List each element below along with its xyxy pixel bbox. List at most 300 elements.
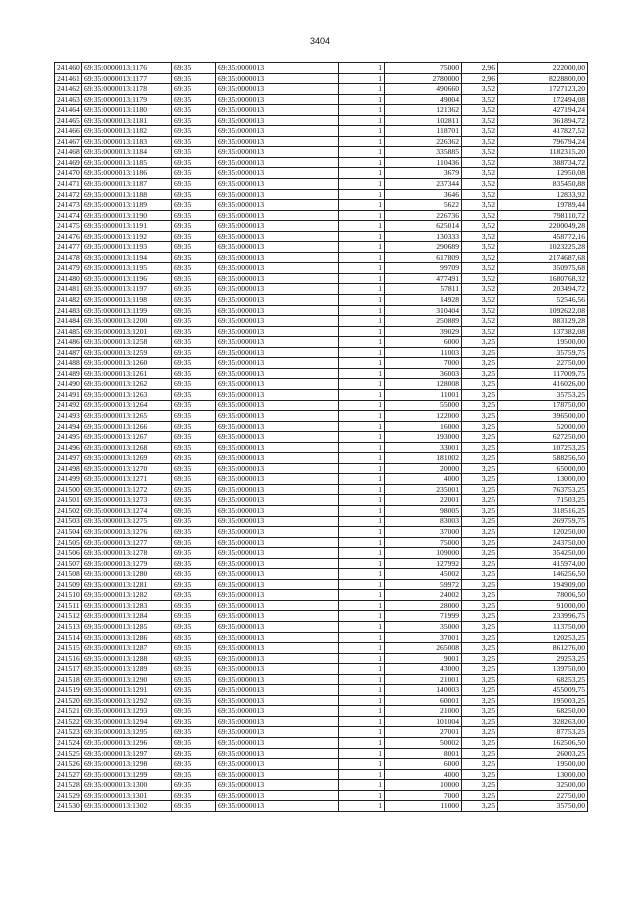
area-cell: 2780000 <box>385 73 462 84</box>
table-row <box>55 84 588 95</box>
cadastral-quarter-cell: 69:35:0000013 <box>216 442 339 453</box>
specific-value-cell: 3,52 <box>462 157 498 168</box>
table-row <box>55 73 588 84</box>
cadastral-number-cell: 69:35:0000013:1280 <box>82 569 172 580</box>
count-cell: 1 <box>339 284 385 295</box>
table-row <box>55 505 588 516</box>
specific-value-cell: 3,52 <box>462 316 498 327</box>
count-cell: 1 <box>339 295 385 306</box>
cadastral-quarter-cell: 69:35:0000013 <box>216 115 339 126</box>
count-cell: 1 <box>339 558 385 569</box>
cadastral-value-cell: 12950,08 <box>498 168 588 179</box>
table-row <box>55 126 588 137</box>
table-row <box>55 305 588 316</box>
cadastral-number-cell: 69:35:0000013:1267 <box>82 432 172 443</box>
area-cell: 109000 <box>385 548 462 559</box>
table-row <box>55 590 588 601</box>
specific-value-cell: 3,52 <box>462 168 498 179</box>
cadastral-value-cell: 318516,25 <box>498 505 588 516</box>
count-cell: 1 <box>339 474 385 485</box>
area-cell: 83003 <box>385 516 462 527</box>
count-cell: 1 <box>339 801 385 812</box>
cadastral-value-cell: 203494,72 <box>498 284 588 295</box>
district-code-cell: 69:35 <box>172 748 216 759</box>
cadastral-value-cell: 26003,25 <box>498 748 588 759</box>
cadastral-quarter-cell: 69:35:0000013 <box>216 105 339 116</box>
cadastral-value-cell: 117009,75 <box>498 368 588 379</box>
district-code-cell: 69:35 <box>172 611 216 622</box>
table-row <box>55 621 588 632</box>
record-number-cell: 241464 <box>55 105 82 116</box>
cadastral-value-cell: 107253,25 <box>498 442 588 453</box>
area-cell: 250889 <box>385 316 462 327</box>
specific-value-cell: 3,52 <box>462 295 498 306</box>
record-number-cell: 241516 <box>55 653 82 664</box>
record-number-cell: 241501 <box>55 495 82 506</box>
record-number-cell: 241503 <box>55 516 82 527</box>
cadastral-value-cell: 35753,25 <box>498 389 588 400</box>
cadastral-quarter-cell: 69:35:0000013 <box>216 695 339 706</box>
area-cell: 75000 <box>385 63 462 74</box>
cadastral-value-cell: 417827,52 <box>498 126 588 137</box>
specific-value-cell: 3,52 <box>462 126 498 137</box>
cadastral-quarter-cell: 69:35:0000013 <box>216 790 339 801</box>
district-code-cell: 69:35 <box>172 685 216 696</box>
count-cell: 1 <box>339 769 385 780</box>
table-row <box>55 94 588 105</box>
record-number-cell: 241484 <box>55 316 82 327</box>
cadastral-number-cell: 69:35:0000013:1297 <box>82 748 172 759</box>
table-row <box>55 558 588 569</box>
table-row <box>55 706 588 717</box>
count-cell: 1 <box>339 780 385 791</box>
cadastral-quarter-cell: 69:35:0000013 <box>216 453 339 464</box>
cadastral-number-cell: 69:35:0000013:1187 <box>82 179 172 190</box>
cadastral-number-cell: 69:35:0000013:1262 <box>82 379 172 390</box>
table-row <box>55 63 588 74</box>
district-code-cell: 69:35 <box>172 147 216 158</box>
count-cell: 1 <box>339 664 385 675</box>
count-cell: 1 <box>339 63 385 74</box>
cadastral-number-cell: 69:35:0000013:1290 <box>82 674 172 685</box>
district-code-cell: 69:35 <box>172 263 216 274</box>
cadastral-value-cell: 71503,25 <box>498 495 588 506</box>
cadastral-value-cell: 861276,00 <box>498 643 588 654</box>
record-number-cell: 241485 <box>55 326 82 337</box>
record-number-cell: 241482 <box>55 295 82 306</box>
record-number-cell: 241519 <box>55 685 82 696</box>
table-row <box>55 221 588 232</box>
count-cell: 1 <box>339 210 385 221</box>
district-code-cell: 69:35 <box>172 505 216 516</box>
area-cell: 265008 <box>385 643 462 654</box>
specific-value-cell: 2,96 <box>462 63 498 74</box>
cadastral-quarter-cell: 69:35:0000013 <box>216 136 339 147</box>
area-cell: 193000 <box>385 432 462 443</box>
specific-value-cell: 3,25 <box>462 611 498 622</box>
table-row <box>55 484 588 495</box>
district-code-cell: 69:35 <box>172 558 216 569</box>
district-code-cell: 69:35 <box>172 643 216 654</box>
area-cell: 37001 <box>385 632 462 643</box>
record-number-cell: 241511 <box>55 600 82 611</box>
area-cell: 22001 <box>385 495 462 506</box>
count-cell: 1 <box>339 537 385 548</box>
area-cell: 4000 <box>385 769 462 780</box>
record-number-cell: 241499 <box>55 474 82 485</box>
cadastral-quarter-cell: 69:35:0000013 <box>216 284 339 295</box>
specific-value-cell: 3,25 <box>462 790 498 801</box>
cadastral-value-cell: 68253,25 <box>498 674 588 685</box>
district-code-cell: 69:35 <box>172 252 216 263</box>
count-cell: 1 <box>339 242 385 253</box>
cadastral-value-cell: 835450,88 <box>498 179 588 190</box>
record-number-cell: 241479 <box>55 263 82 274</box>
cadastral-quarter-cell: 69:35:0000013 <box>216 400 339 411</box>
cadastral-number-cell: 69:35:0000013:1288 <box>82 653 172 664</box>
table-row <box>55 643 588 654</box>
record-number-cell: 241461 <box>55 73 82 84</box>
record-number-cell: 241514 <box>55 632 82 643</box>
cadastral-quarter-cell: 69:35:0000013 <box>216 326 339 337</box>
district-code-cell: 69:35 <box>172 769 216 780</box>
cadastral-value-cell: 32500,00 <box>498 780 588 791</box>
table-row <box>55 600 588 611</box>
record-number-cell: 241487 <box>55 347 82 358</box>
cadastral-value-cell: 35750,00 <box>498 801 588 812</box>
specific-value-cell: 3,25 <box>462 674 498 685</box>
table-row <box>55 537 588 548</box>
area-cell: 122000 <box>385 411 462 422</box>
cadastral-value-cell: 120250,00 <box>498 527 588 538</box>
count-cell: 1 <box>339 231 385 242</box>
table-row <box>55 389 588 400</box>
table-row <box>55 727 588 738</box>
cadastral-value-cell: 113750,00 <box>498 621 588 632</box>
cadastral-value-cell: 172494,08 <box>498 94 588 105</box>
district-code-cell: 69:35 <box>172 579 216 590</box>
count-cell: 1 <box>339 590 385 601</box>
count-cell: 1 <box>339 748 385 759</box>
table-row <box>55 242 588 253</box>
specific-value-cell: 3,25 <box>462 716 498 727</box>
cadastral-number-cell: 69:35:0000013:1296 <box>82 738 172 749</box>
cadastral-value-cell: 29253,25 <box>498 653 588 664</box>
cadastral-number-cell: 69:35:0000013:1201 <box>82 326 172 337</box>
district-code-cell: 69:35 <box>172 432 216 443</box>
area-cell: 617809 <box>385 252 462 263</box>
table-row <box>55 801 588 812</box>
cadastral-number-cell: 69:35:0000013:1260 <box>82 358 172 369</box>
specific-value-cell: 3,52 <box>462 200 498 211</box>
specific-value-cell: 3,25 <box>462 727 498 738</box>
specific-value-cell: 3,25 <box>462 453 498 464</box>
cadastral-number-cell: 69:35:0000013:1182 <box>82 126 172 137</box>
table-row <box>55 115 588 126</box>
cadastral-quarter-cell: 69:35:0000013 <box>216 200 339 211</box>
count-cell: 1 <box>339 157 385 168</box>
record-number-cell: 241507 <box>55 558 82 569</box>
cadastral-number-cell: 69:35:0000013:1279 <box>82 558 172 569</box>
cadastral-number-cell: 69:35:0000013:1261 <box>82 368 172 379</box>
district-code-cell: 69:35 <box>172 463 216 474</box>
record-number-cell: 241470 <box>55 168 82 179</box>
specific-value-cell: 3,52 <box>462 210 498 221</box>
count-cell: 1 <box>339 484 385 495</box>
cadastral-value-cell: 415974,00 <box>498 558 588 569</box>
cadastral-quarter-cell: 69:35:0000013 <box>216 63 339 74</box>
district-code-cell: 69:35 <box>172 136 216 147</box>
table-row <box>55 105 588 116</box>
area-cell: 121362 <box>385 105 462 116</box>
count-cell: 1 <box>339 337 385 348</box>
specific-value-cell: 3,25 <box>462 780 498 791</box>
cadastral-value-cell: 19500,00 <box>498 337 588 348</box>
cadastral-number-cell: 69:35:0000013:1294 <box>82 716 172 727</box>
area-cell: 140003 <box>385 685 462 696</box>
specific-value-cell: 3,52 <box>462 252 498 263</box>
cadastral-quarter-cell: 69:35:0000013 <box>216 727 339 738</box>
count-cell: 1 <box>339 548 385 559</box>
cadastral-value-cell: 194909,00 <box>498 579 588 590</box>
record-number-cell: 241486 <box>55 337 82 348</box>
cadastral-number-cell: 69:35:0000013:1184 <box>82 147 172 158</box>
district-code-cell: 69:35 <box>172 179 216 190</box>
table-row <box>55 653 588 664</box>
cadastral-number-cell: 69:35:0000013:1286 <box>82 632 172 643</box>
specific-value-cell: 3,25 <box>462 421 498 432</box>
area-cell: 49004 <box>385 94 462 105</box>
specific-value-cell: 3,25 <box>462 358 498 369</box>
area-cell: 6000 <box>385 759 462 770</box>
table-row <box>55 189 588 200</box>
cadastral-valuation-table <box>54 62 588 812</box>
area-cell: 99709 <box>385 263 462 274</box>
record-number-cell: 241525 <box>55 748 82 759</box>
table-row <box>55 516 588 527</box>
cadastral-value-cell: 328263,00 <box>498 716 588 727</box>
cadastral-value-cell: 22750,00 <box>498 358 588 369</box>
count-cell: 1 <box>339 442 385 453</box>
area-cell: 71999 <box>385 611 462 622</box>
record-number-cell: 241478 <box>55 252 82 263</box>
specific-value-cell: 3,25 <box>462 685 498 696</box>
record-number-cell: 241488 <box>55 358 82 369</box>
count-cell: 1 <box>339 305 385 316</box>
count-cell: 1 <box>339 379 385 390</box>
record-number-cell: 241502 <box>55 505 82 516</box>
specific-value-cell: 3,25 <box>462 337 498 348</box>
area-cell: 27001 <box>385 727 462 738</box>
specific-value-cell: 3,25 <box>462 389 498 400</box>
cadastral-number-cell: 69:35:0000013:1268 <box>82 442 172 453</box>
district-code-cell: 69:35 <box>172 168 216 179</box>
cadastral-value-cell: 1680768,32 <box>498 273 588 284</box>
specific-value-cell: 3,25 <box>462 432 498 443</box>
district-code-cell: 69:35 <box>172 537 216 548</box>
record-number-cell: 241466 <box>55 126 82 137</box>
cadastral-quarter-cell: 69:35:0000013 <box>216 389 339 400</box>
cadastral-number-cell: 69:35:0000013:1274 <box>82 505 172 516</box>
cadastral-quarter-cell: 69:35:0000013 <box>216 579 339 590</box>
cadastral-quarter-cell: 69:35:0000013 <box>216 558 339 569</box>
specific-value-cell: 3,52 <box>462 305 498 316</box>
cadastral-quarter-cell: 69:35:0000013 <box>216 368 339 379</box>
table-row <box>55 179 588 190</box>
record-number-cell: 241528 <box>55 780 82 791</box>
count-cell: 1 <box>339 695 385 706</box>
cadastral-quarter-cell: 69:35:0000013 <box>216 621 339 632</box>
cadastral-quarter-cell: 69:35:0000013 <box>216 495 339 506</box>
count-cell: 1 <box>339 727 385 738</box>
table-row <box>55 579 588 590</box>
specific-value-cell: 3,52 <box>462 263 498 274</box>
table-row <box>55 495 588 506</box>
specific-value-cell: 3,25 <box>462 653 498 664</box>
cadastral-value-cell: 2174687,68 <box>498 252 588 263</box>
cadastral-number-cell: 69:35:0000013:1259 <box>82 347 172 358</box>
district-code-cell: 69:35 <box>172 801 216 812</box>
count-cell: 1 <box>339 759 385 770</box>
table-row <box>55 548 588 559</box>
district-code-cell: 69:35 <box>172 421 216 432</box>
cadastral-quarter-cell: 69:35:0000013 <box>216 242 339 253</box>
count-cell: 1 <box>339 516 385 527</box>
count-cell: 1 <box>339 73 385 84</box>
record-number-cell: 241524 <box>55 738 82 749</box>
count-cell: 1 <box>339 252 385 263</box>
specific-value-cell: 3,25 <box>462 695 498 706</box>
record-number-cell: 241476 <box>55 231 82 242</box>
cadastral-number-cell: 69:35:0000013:1284 <box>82 611 172 622</box>
area-cell: 16000 <box>385 421 462 432</box>
cadastral-value-cell: 137382,08 <box>498 326 588 337</box>
table-row <box>55 453 588 464</box>
cadastral-quarter-cell: 69:35:0000013 <box>216 748 339 759</box>
district-code-cell: 69:35 <box>172 126 216 137</box>
cadastral-quarter-cell: 69:35:0000013 <box>216 716 339 727</box>
specific-value-cell: 3,52 <box>462 105 498 116</box>
cadastral-quarter-cell: 69:35:0000013 <box>216 474 339 485</box>
table-row <box>55 442 588 453</box>
district-code-cell: 69:35 <box>172 738 216 749</box>
cadastral-quarter-cell: 69:35:0000013 <box>216 463 339 474</box>
cadastral-quarter-cell: 69:35:0000013 <box>216 316 339 327</box>
cadastral-value-cell: 1182315,20 <box>498 147 588 158</box>
table-row <box>55 748 588 759</box>
cadastral-value-cell: 13000,00 <box>498 769 588 780</box>
area-cell: 4000 <box>385 474 462 485</box>
table-row <box>55 326 588 337</box>
cadastral-value-cell: 233996,75 <box>498 611 588 622</box>
specific-value-cell: 3,52 <box>462 273 498 284</box>
area-cell: 102811 <box>385 115 462 126</box>
specific-value-cell: 3,25 <box>462 400 498 411</box>
table-row <box>55 379 588 390</box>
specific-value-cell: 3,25 <box>462 548 498 559</box>
specific-value-cell: 3,25 <box>462 463 498 474</box>
specific-value-cell: 3,52 <box>462 147 498 158</box>
district-code-cell: 69:35 <box>172 63 216 74</box>
district-code-cell: 69:35 <box>172 590 216 601</box>
specific-value-cell: 3,25 <box>462 474 498 485</box>
cadastral-quarter-cell: 69:35:0000013 <box>216 780 339 791</box>
cadastral-quarter-cell: 69:35:0000013 <box>216 221 339 232</box>
record-number-cell: 241471 <box>55 179 82 190</box>
table-row <box>55 168 588 179</box>
specific-value-cell: 3,52 <box>462 284 498 295</box>
cadastral-number-cell: 69:35:0000013:1178 <box>82 84 172 95</box>
specific-value-cell: 3,25 <box>462 706 498 717</box>
table-row <box>55 400 588 411</box>
cadastral-quarter-cell: 69:35:0000013 <box>216 84 339 95</box>
record-number-cell: 241483 <box>55 305 82 316</box>
cadastral-number-cell: 69:35:0000013:1289 <box>82 664 172 675</box>
cadastral-number-cell: 69:35:0000013:1282 <box>82 590 172 601</box>
district-code-cell: 69:35 <box>172 453 216 464</box>
specific-value-cell: 3,52 <box>462 242 498 253</box>
count-cell: 1 <box>339 221 385 232</box>
record-number-cell: 241480 <box>55 273 82 284</box>
record-number-cell: 241463 <box>55 94 82 105</box>
cadastral-number-cell: 69:35:0000013:1194 <box>82 252 172 263</box>
specific-value-cell: 3,52 <box>462 326 498 337</box>
table-row <box>55 316 588 327</box>
count-cell: 1 <box>339 347 385 358</box>
table-row <box>55 527 588 538</box>
cadastral-number-cell: 69:35:0000013:1299 <box>82 769 172 780</box>
district-code-cell: 69:35 <box>172 295 216 306</box>
table-row <box>55 337 588 348</box>
cadastral-number-cell: 69:35:0000013:1298 <box>82 759 172 770</box>
cadastral-value-cell: 91000,00 <box>498 600 588 611</box>
table-row <box>55 432 588 443</box>
count-cell: 1 <box>339 432 385 443</box>
district-code-cell: 69:35 <box>172 790 216 801</box>
cadastral-quarter-cell: 69:35:0000013 <box>216 548 339 559</box>
count-cell: 1 <box>339 621 385 632</box>
specific-value-cell: 3,52 <box>462 94 498 105</box>
table-row <box>55 263 588 274</box>
count-cell: 1 <box>339 94 385 105</box>
area-cell: 5622 <box>385 200 462 211</box>
specific-value-cell: 3,25 <box>462 442 498 453</box>
specific-value-cell: 3,25 <box>462 505 498 516</box>
specific-value-cell: 3,52 <box>462 189 498 200</box>
cadastral-value-cell: 120253,25 <box>498 632 588 643</box>
district-code-cell: 69:35 <box>172 400 216 411</box>
record-number-cell: 241513 <box>55 621 82 632</box>
table-row <box>55 664 588 675</box>
cadastral-value-cell: 8228800,00 <box>498 73 588 84</box>
district-code-cell: 69:35 <box>172 780 216 791</box>
record-number-cell: 241491 <box>55 389 82 400</box>
specific-value-cell: 3,25 <box>462 411 498 422</box>
district-code-cell: 69:35 <box>172 115 216 126</box>
area-cell: 33001 <box>385 442 462 453</box>
cadastral-value-cell: 269759,75 <box>498 516 588 527</box>
area-cell: 11003 <box>385 347 462 358</box>
specific-value-cell: 3,25 <box>462 379 498 390</box>
table-row <box>55 200 588 211</box>
cadastral-quarter-cell: 69:35:0000013 <box>216 73 339 84</box>
specific-value-cell: 3,25 <box>462 643 498 654</box>
table-row <box>55 474 588 485</box>
district-code-cell: 69:35 <box>172 759 216 770</box>
cadastral-quarter-cell: 69:35:0000013 <box>216 305 339 316</box>
record-number-cell: 241494 <box>55 421 82 432</box>
table-row <box>55 632 588 643</box>
